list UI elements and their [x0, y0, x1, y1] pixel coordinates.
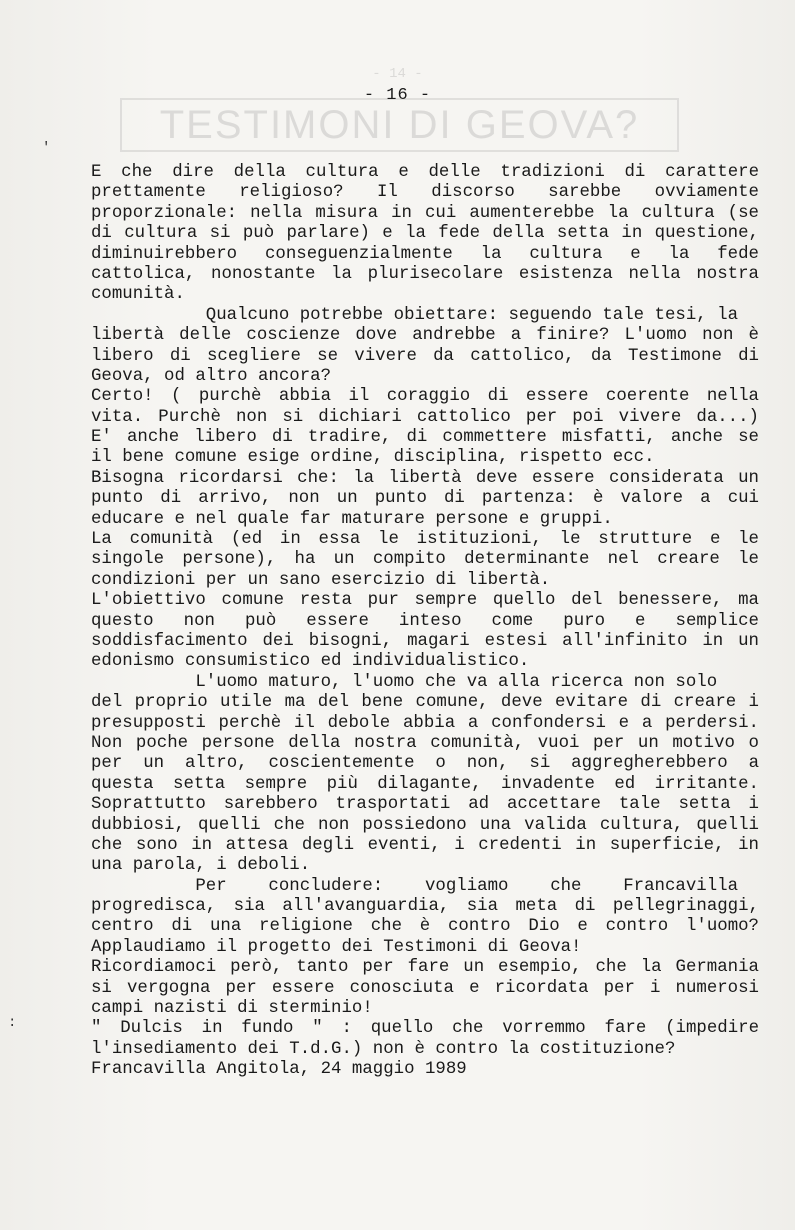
text-line: questa setta sempre più dilagante, invadente ed irritante. [91, 774, 759, 794]
text-line: il bene comune esige ordine, disciplina, rispetto ecc. [91, 448, 655, 468]
text-line: proporzionale: nella misura in cui aumenterebbe la cultura (se [91, 203, 759, 223]
text-line: si vergogna per essere conosciuta e ricordata per i numerosi [91, 978, 759, 998]
text-line: l'insediamento dei T.d.G.) non è contro la costituzione? [91, 1039, 676, 1059]
text-line: edonismo consumistico ed individualistico. [91, 652, 530, 672]
text-line: libero di scegliere se vivere da cattolico, da Testimone di [91, 346, 759, 366]
text-line: diminuirebbero conseguenzialmente la cultura e la fede [91, 244, 759, 264]
text-line: prettamente religioso? Il discorso sarebbe ovviamente [91, 183, 759, 203]
text-line: condizioni per un sano esercizio di libertà. [91, 570, 551, 590]
text-line: Per concludere: vogliamo che Francavilla [91, 876, 739, 896]
text-line: Non poche persone della nostra comunità, vuoi per un motivo o [91, 733, 759, 753]
text-line: Geova, od altro ancora? [91, 366, 332, 386]
page-number: - 16 - [363, 86, 432, 105]
text-line: E' anche libero di tradire, di commettere misfatti, anche se [91, 428, 759, 448]
text-line: L'obiettivo comune resta pur sempre quello del benessere, ma [91, 591, 759, 611]
text-line: vita. Purchè non si dichiari cattolico per poi vivere da...) [91, 407, 759, 427]
margin-mark: : [8, 1015, 17, 1031]
text-line: Bisogna ricordarsi che: la libertà deve essere considerata un [91, 468, 759, 488]
text-line: soddisfacimento dei bisogni, magari estesi all'infinito in un [91, 631, 759, 651]
body-text [91, 163, 759, 1081]
text-line: campi nazisti di sterminio! [91, 999, 373, 1019]
text-line: centro di una religione che è contro Dio e contro l'uomo? [91, 917, 759, 937]
text-line: " Dulcis in fundo " : quello che vorremmo fare (impedire [91, 1019, 759, 1039]
text-line: L'uomo maturo, l'uomo che va alla ricerca non solo [91, 672, 718, 692]
text-line: per un altro, coscientemente o non, si aggregherebbero a [91, 754, 759, 774]
text-line: una parola, i deboli. [91, 856, 311, 876]
bleed-through-title: TESTIMONI DI GEOVA? [120, 98, 679, 152]
text-line: questo non può essere inteso come puro e semplice [91, 611, 759, 631]
text-line: libertà delle coscienze dove andrebbe a finire? L'uomo non è [91, 326, 759, 346]
text-line: E che dire della cultura e delle tradizioni di carattere [91, 163, 759, 182]
text-line: Applaudiamo il progetto dei Testimoni di Geova! [91, 937, 582, 957]
text-line: che sono in attesa degli eventi, i credenti in superficie, in [91, 835, 759, 855]
text-line: Soprattutto sarebbero trasportati ad accettare tale setta i [91, 795, 759, 815]
text-line: comunità. [91, 285, 185, 305]
text-line: Ricordiamoci però, tanto per fare un esempio, che la Germania [91, 958, 759, 978]
text-line: progredisca, sia all'avanguardia, sia meta di pellegrinaggi, [91, 897, 759, 917]
text-line: La comunità (ed in essa le istituzioni, le strutture e le [91, 530, 759, 550]
text-line: cattolica, nonostante la plurisecolare esistenza nella nostra [91, 264, 759, 284]
text-line: singole persone), ha un compito determinante nel creare le [91, 550, 759, 570]
text-line: educare e nel quale far maturare persone e gruppi. [91, 509, 613, 529]
text-line: punto di arrivo, non un punto di partenza: è valore a cui [91, 489, 759, 509]
speck-mark: ' [42, 140, 51, 156]
text-line: dubbiosi, quelli che non possiedono una valida cultura, quelli [91, 815, 759, 835]
text-line: presupposti perchè il debole abbia a confondersi e a perdersi. [91, 713, 759, 733]
text-line: di cultura si può parlare) e la fede della setta in questione, [91, 224, 759, 244]
text-line: del proprio utile ma del bene comune, deve evitare di creare i [91, 693, 759, 713]
text-line: Certo! ( purchè abbia il coraggio di essere coerente nella [91, 387, 759, 407]
text-line: Qualcuno potrebbe obiettare: seguendo tale tesi, la [91, 305, 739, 325]
bleed-through-page-number: - 14 - [372, 66, 423, 82]
text-line: Francavilla Angitola, 24 maggio 1989 [91, 1060, 467, 1080]
